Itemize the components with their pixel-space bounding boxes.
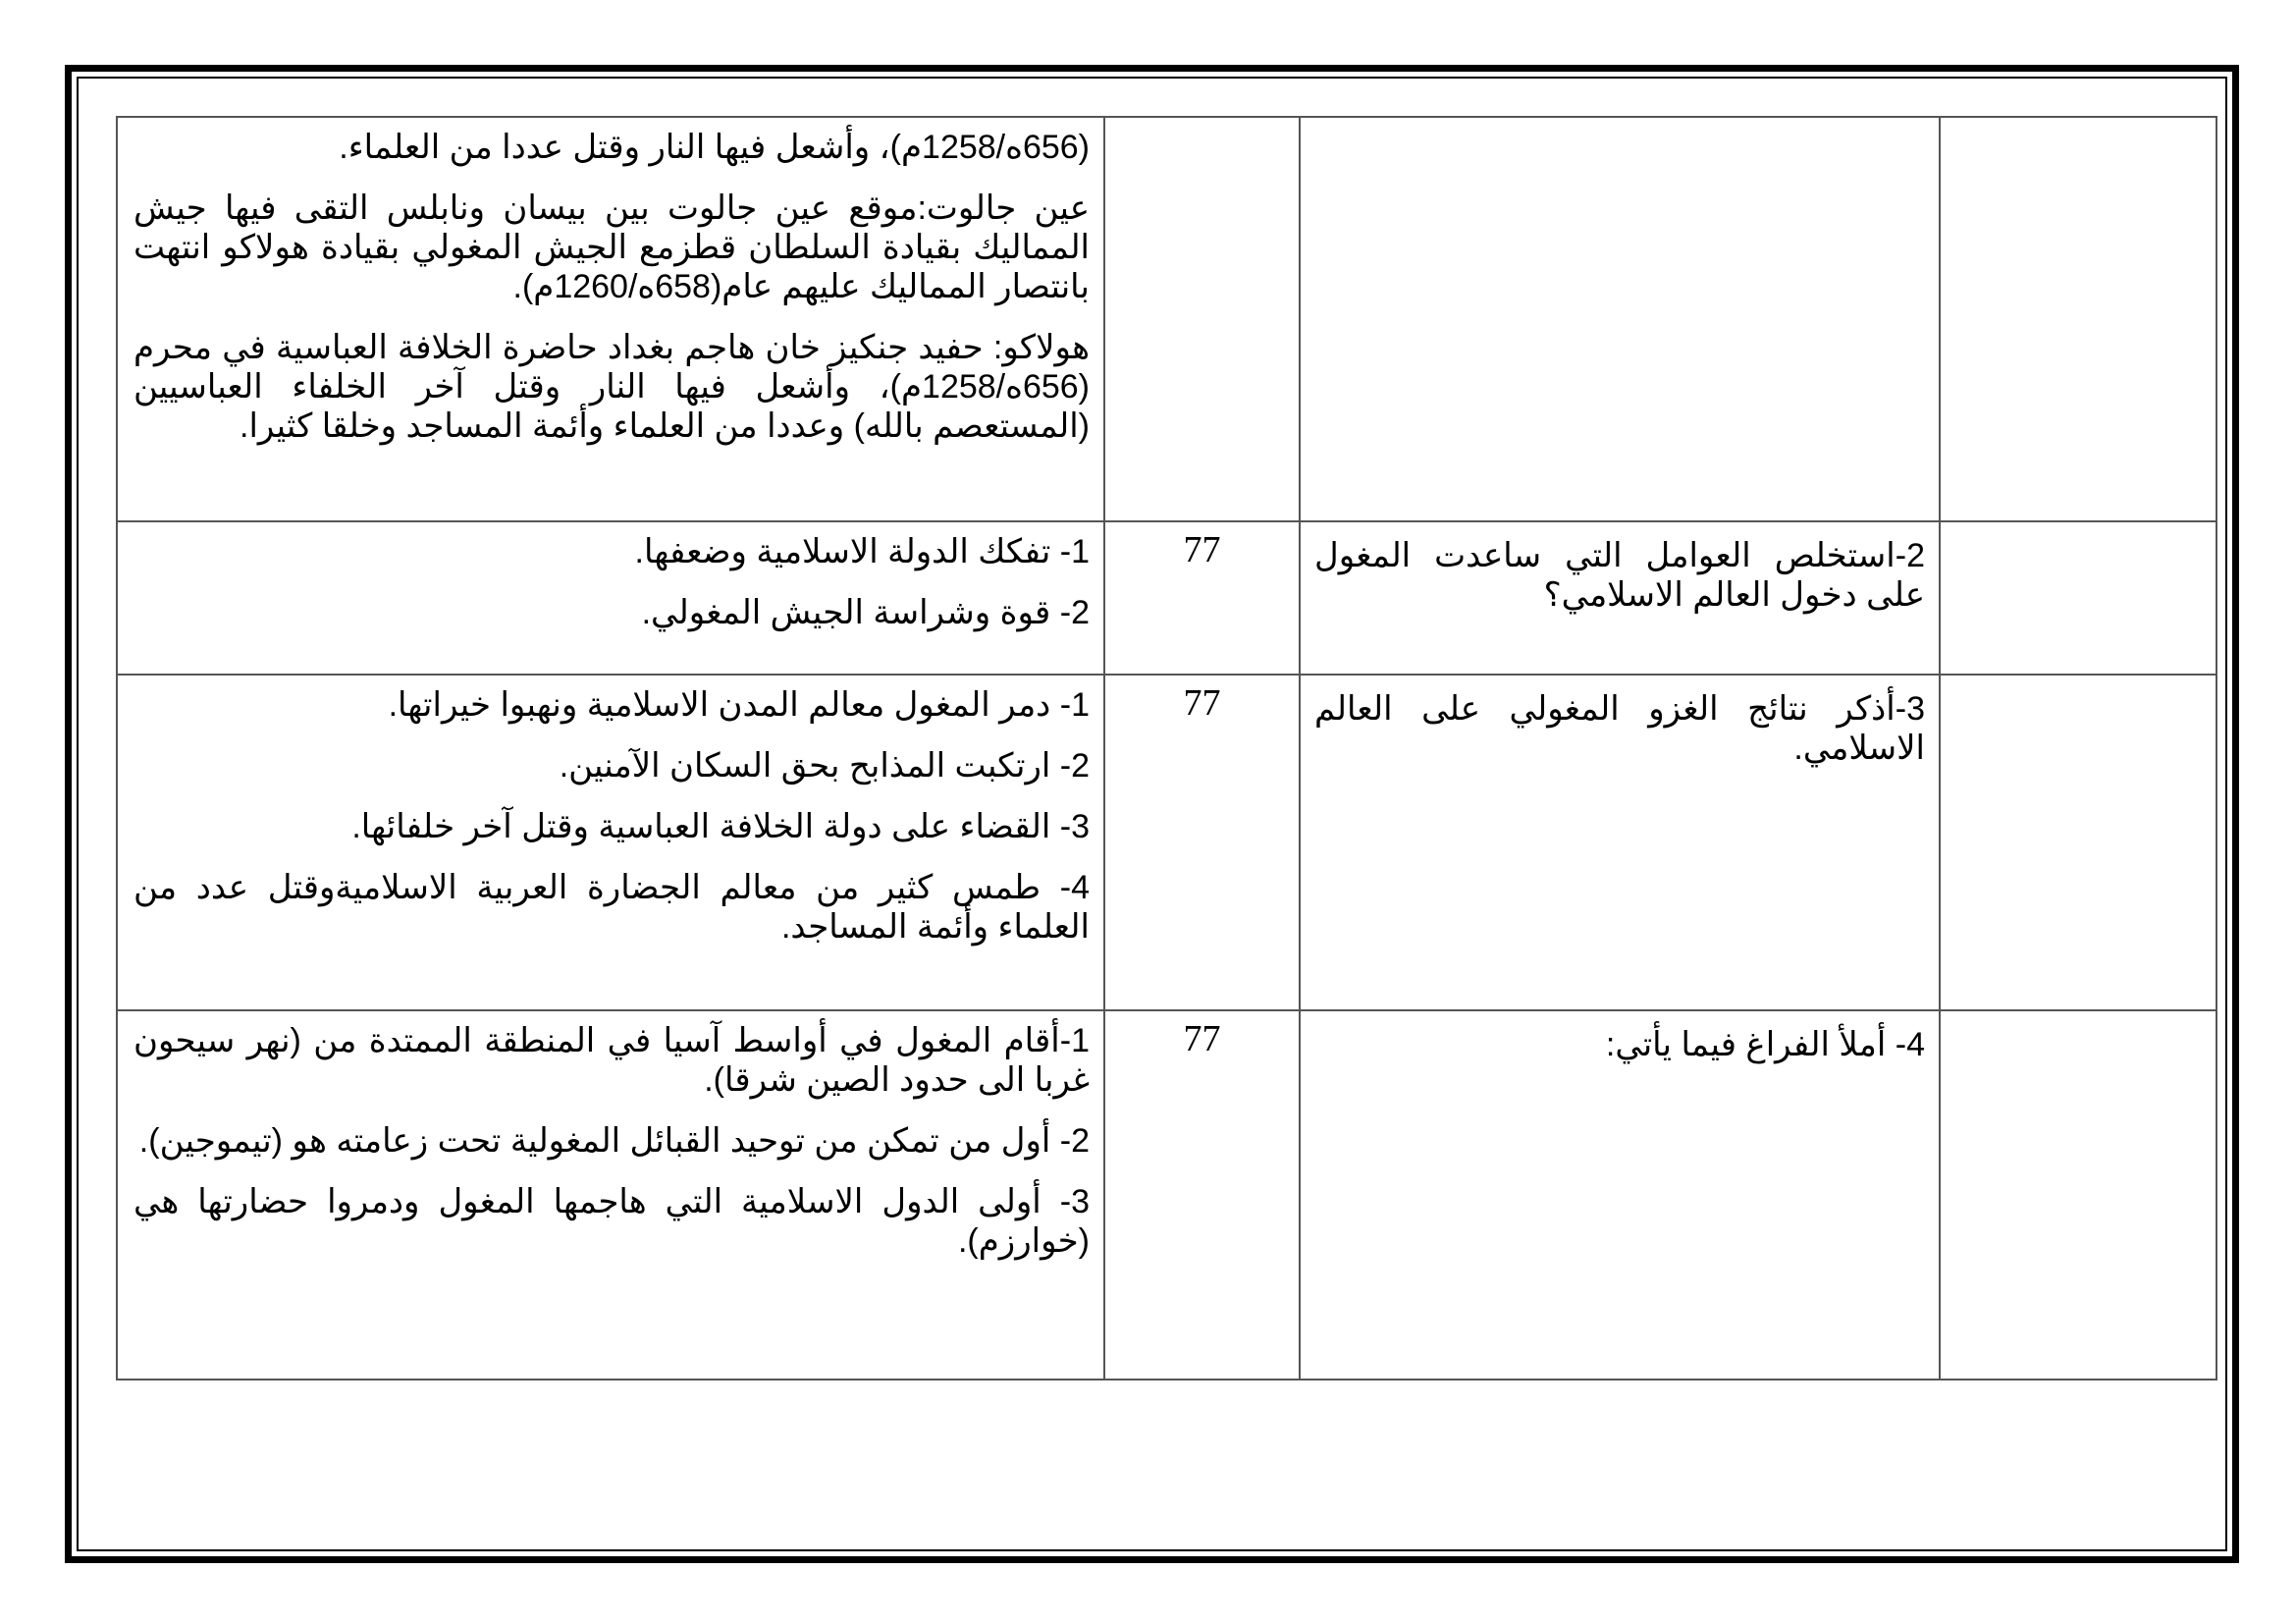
page-number: 77 [1183,682,1221,724]
answer-text: 2- قوة وشراسة الجيش المغولي. [641,594,1090,631]
lesson-answers-table [116,116,2217,1380]
page-number [1105,118,1299,124]
question-cell [1300,521,1940,675]
page-number: 77 [1183,1018,1221,1059]
page-number-cell [1104,521,1300,675]
question-cell [1300,117,1940,521]
question-cell [1300,675,1940,1010]
page-number-cell [1104,1010,1300,1380]
table-row [117,675,2216,1010]
answer-text: 3- القضاء على دولة الخلافة العباسية وقتل آخر خلفائها. [351,808,1090,845]
question-text: 4- أملأ الفراغ فيما يأتي: [1605,1026,1925,1063]
answer-text: عين جالوت:موقع عين جالوت بين بيسان ونابلس التقى فيها جيش المماليك بقيادة السلطان قطزمع الجيش المغولي بقيادة هولاكو انتهت بانتصار المماليك عليهم عام(658ه/1260م). [133,189,1090,305]
answer-text: 2- ارتكبت المذابح بحق السكان الآمنين. [559,747,1090,785]
empty-cell [1940,675,2216,1010]
page-number: 77 [1183,529,1221,570]
answer-text: (656ه/1258م)، وأشعل فيها النار وقتل عددا من العلماء. [339,129,1090,166]
question-text [1301,118,1939,141]
answer-text: 3- أولى الدول الاسلامية التي هاجمها المغول ودمروا حضارتها هي (خوارزم). [133,1183,1090,1260]
answer-text: 4- طمس كثير من معالم الجضارة العربية الاسلاميةوقتل عدد من العلماء وأئمة المساجد. [133,869,1090,946]
answer-cell [117,117,1104,521]
table-row [117,1010,2216,1380]
question-cell [1300,1010,1940,1380]
page-number-cell [1104,675,1300,1010]
answer-text: 1- تفكك الدولة الاسلامية وضعفها. [634,533,1090,570]
table-row [117,117,2216,521]
empty-cell [1940,117,2216,521]
table-row [117,521,2216,675]
answer-text: 1-أقام المغول في أواسط آسيا في المنطقة الممتدة من (نهر سيحون غربا الى حدود الصين شرقا). [133,1022,1090,1099]
question-text: 2-استخلص العوامل التي ساعدت المغول على دخول العالم الاسلامي؟ [1314,537,1925,614]
answer-text: 2- أول من تمكن من توحيد القبائل المغولية تحت زعامته هو (تيموجين). [138,1122,1090,1160]
answer-cell [117,1010,1104,1380]
answer-cell [117,521,1104,675]
page-number-cell [1104,117,1300,521]
answer-text: هولاكو: حفيد جنكيز خان هاجم بغداد حاضرة الخلافة العباسية في محرم (656ه/1258م)، وأشعل فيها النار وقتل آخر الخلفاء العباسيين (المستعصم بالله) وعددا من العلماء وأئمة المساجد وخلقا كثيرا. [133,329,1090,445]
empty-cell [1940,1010,2216,1380]
question-text: 3-أذكر نتائج الغزو المغولي على العالم الاسلامي. [1314,690,1925,767]
answer-cell [117,675,1104,1010]
answer-text: 1- دمر المغول معالم المدن الاسلامية ونهبوا خيراتها. [388,686,1090,724]
empty-cell [1940,521,2216,675]
